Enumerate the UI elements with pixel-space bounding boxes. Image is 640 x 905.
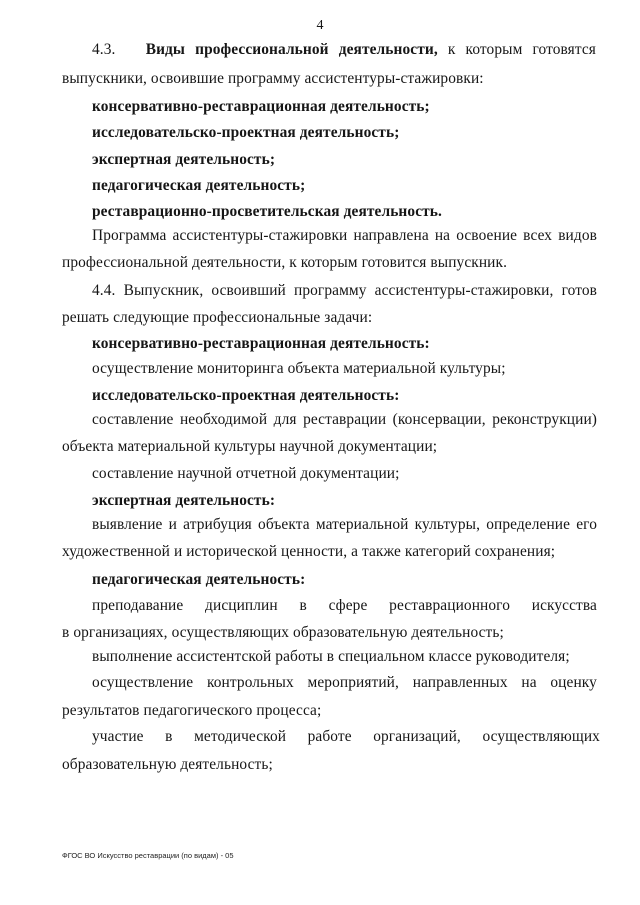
page-number: 4 <box>316 18 324 33</box>
task-line <box>92 728 600 746</box>
section-intro-text: Выпускник, освоивший программу ассистентуры-стажировки, готов <box>123 282 597 299</box>
paragraph-line: профессиональной деятельности, к которым готовится выпускник. <box>62 254 508 271</box>
section-4-4-intro <box>92 282 597 300</box>
activity-item: реставрационно-просветительская деятельность. <box>92 203 442 220</box>
task-line: выполнение ассистентской работы в специальном классе руководителя; <box>92 648 570 665</box>
word: дисциплин <box>205 597 278 614</box>
task-line: художественной и исторической ценности, а также категорий сохранения; <box>62 543 556 560</box>
section-4-3-heading <box>92 41 596 59</box>
word: оценку <box>550 674 597 691</box>
task-line: в организациях, осуществляющих образовательную деятельность; <box>62 624 504 641</box>
word: участие <box>92 728 144 745</box>
word: направленных <box>412 674 508 691</box>
task-line: осуществление мониторинга объекта материальной культуры; <box>92 360 506 377</box>
section-number: 4.3. <box>92 41 116 58</box>
word: в <box>165 728 173 745</box>
task-line: выявление и атрибуция объекта материальной культуры, определение его <box>92 516 597 533</box>
word: осуществление <box>92 674 194 691</box>
word: контрольных <box>206 674 294 691</box>
word: реставрационного <box>389 597 510 614</box>
word: на <box>521 674 537 691</box>
task-line: результатов педагогического процесса; <box>62 702 322 719</box>
word: искусства <box>531 597 597 614</box>
activity-item: исследовательско-проектная деятельность; <box>92 124 400 141</box>
word: работе <box>307 728 352 745</box>
activity-item: экспертная деятельность; <box>92 151 276 168</box>
task-line: образовательную деятельность; <box>62 756 273 773</box>
page-footer: ФГОС ВО Искусство реставрации (по видам) - 05 <box>62 851 234 860</box>
word: методической <box>194 728 287 745</box>
section-heading-rest: к которым готовятся <box>447 41 596 58</box>
task-line <box>92 674 597 692</box>
section-4-3-line2: выпускники, освоившие программу ассистентуры-стажировки: <box>62 70 484 87</box>
task-line <box>92 597 597 615</box>
paragraph-line: Программа ассистентуры-стажировки направлена на освоение всех видов <box>92 227 597 244</box>
word: сфере <box>328 597 368 614</box>
word: в <box>299 597 307 614</box>
word: осуществляющих <box>482 728 600 745</box>
word: мероприятий, <box>307 674 399 691</box>
activity-item: консервативно-реставрационная деятельность; <box>92 98 430 115</box>
subheading-conservation: консервативно-реставрационная деятельность: <box>92 335 430 352</box>
task-line: составление необходимой для реставрации (консервации, реконструкции) <box>92 411 597 428</box>
subheading-research: исследовательско-проектная деятельность: <box>92 387 400 404</box>
section-heading-bold: Виды профессиональной деятельности, <box>145 41 438 58</box>
word: преподавание <box>92 597 184 614</box>
section-number: 4.4. <box>92 282 116 299</box>
task-line: объекта материальной культуры научной документации; <box>62 438 438 455</box>
subheading-expert: экспертная деятельность: <box>92 492 276 509</box>
activity-item: педагогическая деятельность; <box>92 177 306 194</box>
word: организаций, <box>373 728 461 745</box>
task-line: составление научной отчетной документации; <box>92 465 400 482</box>
section-4-4-line2: решать следующие профессиональные задачи: <box>62 309 373 326</box>
subheading-pedagogical: педагогическая деятельность: <box>92 571 306 588</box>
